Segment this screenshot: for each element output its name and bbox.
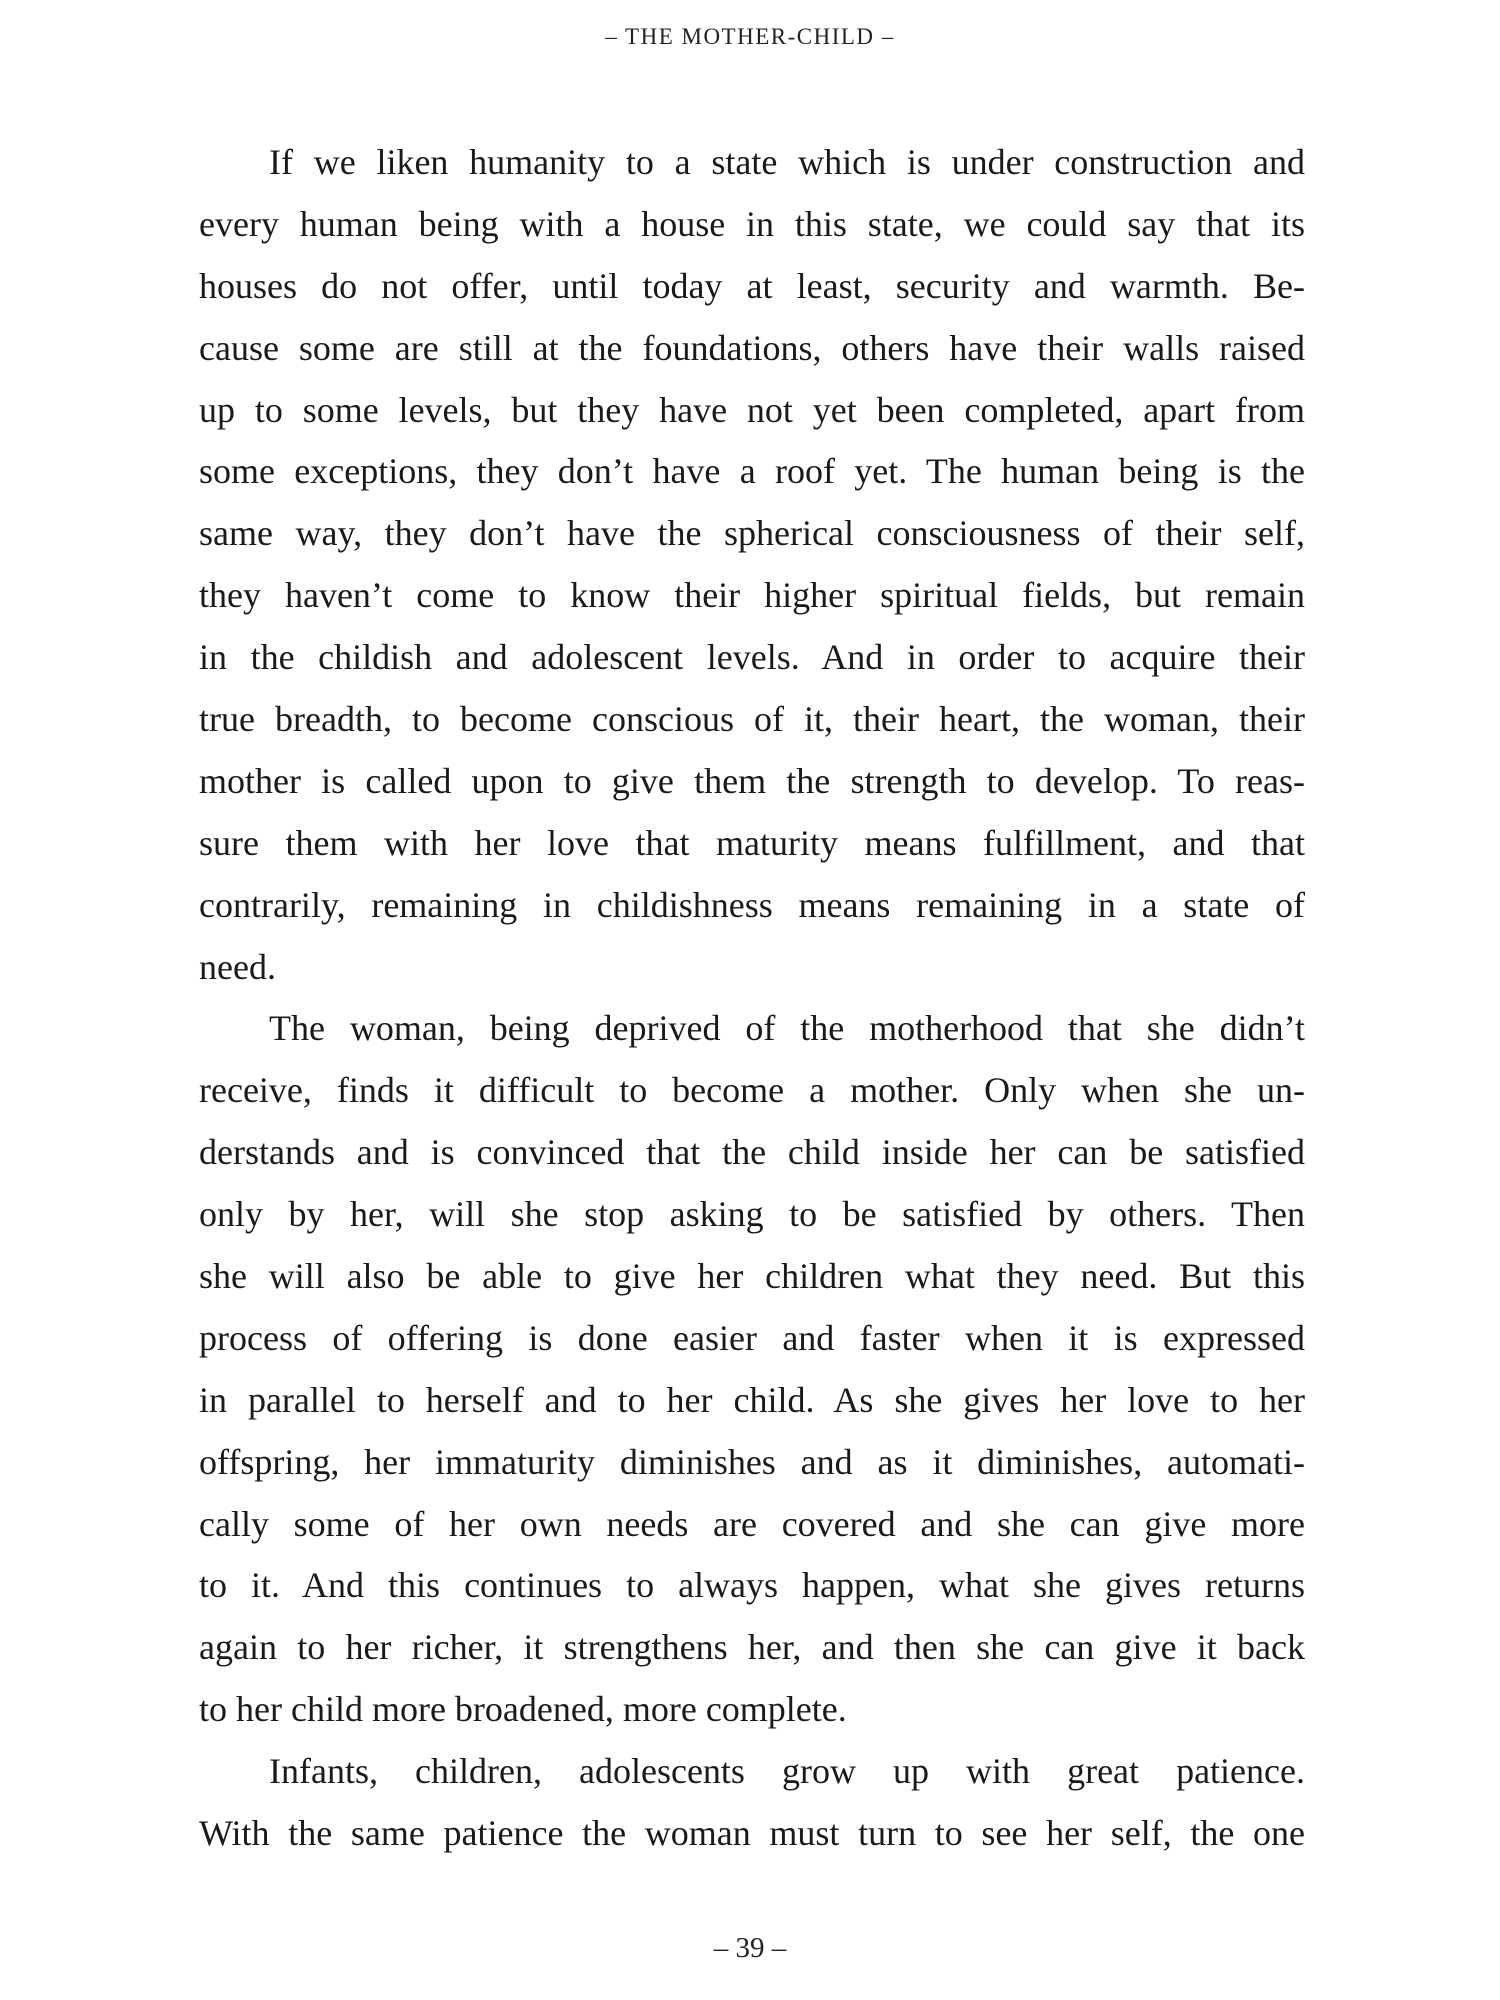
text-line: derstands and is convinced that the child inside her can be satisfied [199,1132,1305,1173]
text-line: they haven’t come to know their higher spiritual fields, but remain [199,575,1305,616]
running-head: – THE MOTHER-CHILD – [605,24,895,49]
paragraph-1 [199,132,1305,998]
text-line: again to her richer, it strengthens her, and then she can give it back [199,1627,1305,1668]
text-line: cause some are still at the foundations, others have their walls raised [199,327,1305,368]
text-line: some exceptions, they don’t have a roof yet. The human being is the [199,451,1305,492]
text-line: in parallel to herself and to her child. As she gives her love to her [199,1379,1305,1420]
text-line: offspring, her immaturity diminishes and as it diminishes, automati- [199,1441,1305,1482]
text-line: need. [199,946,276,987]
text-line: process of offering is done easier and faster when it is expressed [199,1317,1305,1358]
body-text [199,132,1305,1865]
text-line: Infants, children, adolescents grow up with great patience. [269,1751,1305,1792]
text-line: same way, they don’t have the spherical consciousness of their self, [199,513,1305,554]
text-line: receive, finds it difficult to become a mother. Only when she un- [199,1070,1305,1111]
text-line: contrarily, remaining in childishness means remaining in a state of [199,884,1305,925]
text-line: With the same patience the woman must turn to see her self, the one [199,1813,1305,1854]
text-line: to her child more broadened, more complete. [199,1689,847,1730]
text-line: to it. And this continues to always happen, what she gives returns [199,1565,1305,1606]
text-line: every human being with a house in this state, we could say that its [199,203,1305,244]
text-line: she will also be able to give her children what they need. But this [199,1256,1305,1297]
text-line: cally some of her own needs are covered and she can give more [199,1503,1305,1544]
text-line: in the childish and adolescent levels. And in order to acquire their [199,637,1305,678]
text-line: true breadth, to become conscious of it, their heart, the woman, their [199,699,1305,740]
text-line: only by her, will she stop asking to be satisfied by others. Then [199,1194,1305,1235]
paragraph-2 [199,998,1305,1741]
text-line: If we liken humanity to a state which is under construction and [269,142,1305,182]
paragraph-3 [199,1741,1305,1865]
text-line: up to some levels, but they have not yet been completed, apart from [199,389,1305,430]
text-line: sure them with her love that maturity means fulfillment, and that [199,822,1305,863]
text-line: houses do not offer, until today at least, security and warmth. Be- [199,265,1305,306]
text-line: mother is called upon to give them the strength to develop. To reas- [199,760,1305,801]
page-number: – 39 – [713,1932,787,1964]
text-line: The woman, being deprived of the motherhood that she didn’t [269,1008,1305,1049]
